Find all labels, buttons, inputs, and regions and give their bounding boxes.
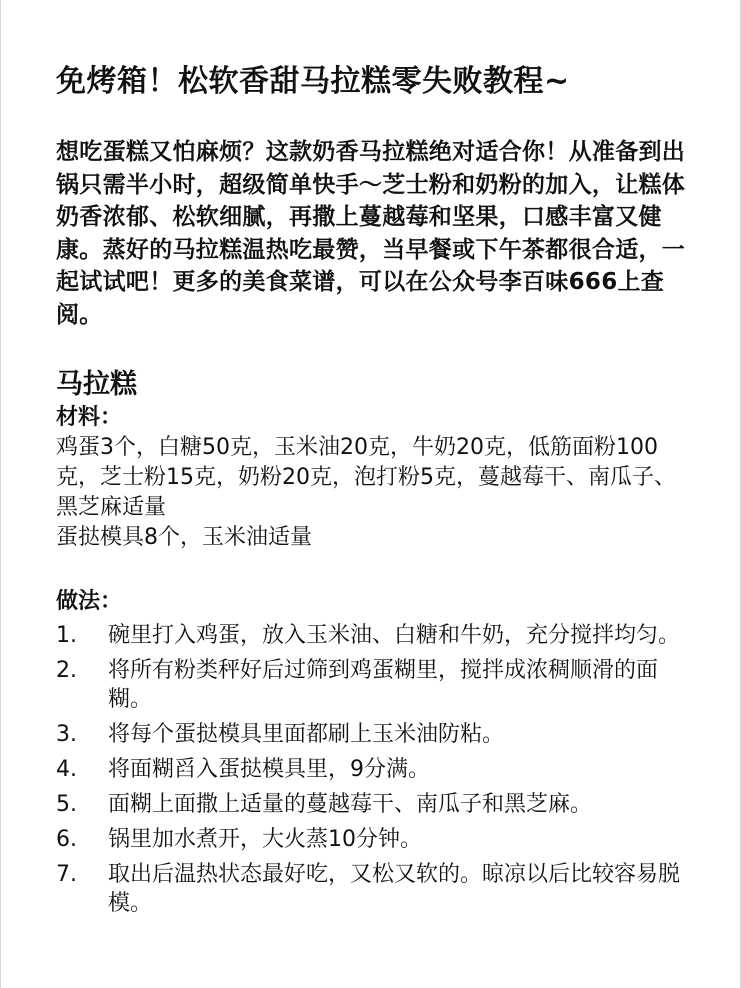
ingredients-list xyxy=(56,433,696,553)
document-content xyxy=(56,58,696,924)
method-step xyxy=(56,790,696,819)
article-intro: 想吃蛋糕又怕麻烦？这款奶香马拉糕绝对适合你！从准备到出锅只需半小时，超级简单快手～芝士粉和奶粉的加入，让糕体奶香浓郁、松软细腻，再撒上蔓越莓和坚果，口感丰富又健康。蒸好的马拉糕温热吃最赞，当早餐或下午茶都很合适，一起试试吧！更多的美食菜谱，可以在公众号李百味666上查阅。 xyxy=(56,139,686,328)
article-title: 免烤箱！松软香甜马拉糕零失败教程~ xyxy=(56,64,570,99)
method-step xyxy=(56,755,696,784)
ingredient-line: 蛋挞模具8个，玉米油适量 xyxy=(56,525,312,550)
ingredient-line: 鸡蛋3个，白糖50克，玉米油20克，牛奶20克，低筋面粉100克，芝士粉15克，奶粉20克，泡打粉5克，蔓越莓干、南瓜子、黑芝麻适量 xyxy=(56,435,676,520)
step-text: 将每个蛋挞模具里面都刷上玉米油防粘。 xyxy=(108,722,505,747)
ingredients-heading: 材料： xyxy=(56,405,123,430)
step-text: 面糊上面撒上适量的蔓越莓干、南瓜子和黑芝麻。 xyxy=(108,792,593,817)
method-heading: 做法： xyxy=(56,589,123,614)
step-text: 将面糊舀入蛋挞模具里，9分满。 xyxy=(108,757,430,782)
method-step xyxy=(56,621,696,650)
method-step xyxy=(56,825,696,854)
step-text: 将所有粉类秤好后过筛到鸡蛋糊里，搅拌成浓稠顺滑的面糊。 xyxy=(108,658,659,712)
step-number: 6. xyxy=(56,827,77,852)
step-text: 碗里打入鸡蛋，放入玉米油、白糖和牛奶，充分搅拌均匀。 xyxy=(108,623,681,648)
step-number: 5. xyxy=(56,792,77,817)
method-steps xyxy=(56,621,696,918)
step-number: 3. xyxy=(56,722,77,747)
step-text: 锅里加水煮开，大火蒸10分钟。 xyxy=(108,827,422,852)
step-number: 1. xyxy=(56,623,77,648)
step-number: 4. xyxy=(56,757,77,782)
method-step xyxy=(56,720,696,749)
recipe-name: 马拉糕 xyxy=(56,369,137,400)
method-step xyxy=(56,860,696,918)
step-number: 7. xyxy=(56,862,77,887)
step-number: 2. xyxy=(56,658,77,683)
method-step xyxy=(56,656,696,714)
step-text: 取出后温热状态最好吃，又松又软的。晾凉以后比较容易脱模。 xyxy=(108,862,681,916)
